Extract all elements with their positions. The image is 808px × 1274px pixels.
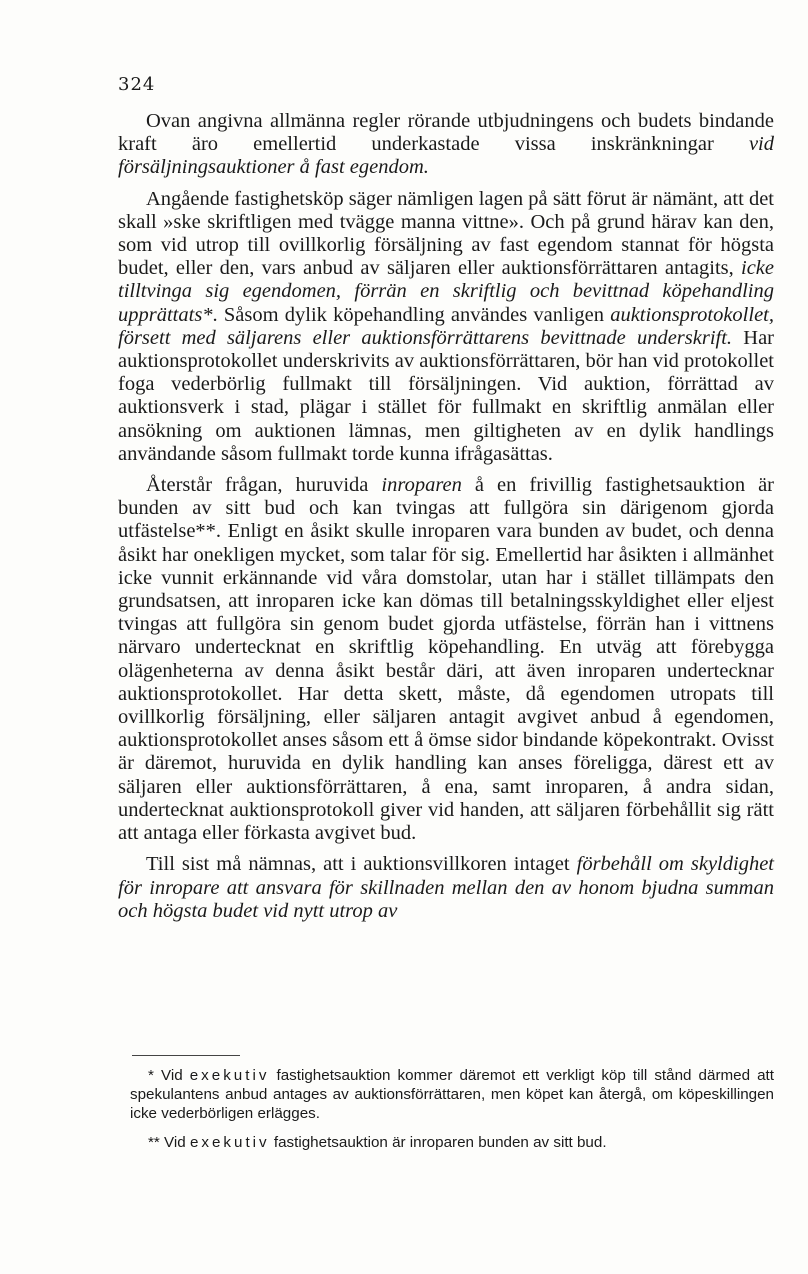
footnotes <box>130 1066 774 1162</box>
paragraph-4-italic: förbehåll om skyldighet för inropare att ansvara för skillnaden mellan den av honom bjudna summan och högsta budet vid nytt utrop av <box>118 853 774 922</box>
footnote-1-spaced-word: exekutiv <box>189 1067 270 1084</box>
paragraph-3-italic: inroparen <box>381 474 462 497</box>
paragraph-2-text: Angående fastighetsköp säger nämligen lagen på sätt förut är nämänt, att det skall »ske skriftligen med tvägge manna vittne». Och på grund härav kan den, som vid utrop till ovillkorlig försäljning av fast egendom stannat för högsta budet, eller den, vars anbud av säljaren eller auktionsförrättaren antagits, <box>118 187 774 280</box>
footnote-2-marker: ** Vid <box>148 1134 190 1151</box>
paragraph-4-text: Till sist må nämnas, att i auktionsvillkoren intaget <box>146 853 577 876</box>
paragraph-2-text-3: Har auktionsprotokollet underskrivits av auktionsförrättaren, bör han vid protokollet foga vederbörlig fullmakt till försäljningen. Vid auktion, förrättad av auktionsverk i stad, plägar i stället för fullmakt en skriftlig anmälan eller ansökning om auktionen lämnas, men giltigheten av en dylik handlings användande såsom fullmakt torde kunna ifrågasättas. <box>118 326 775 465</box>
paragraph-3-text-2: å en frivillig fastighetsauktion är bunden av sitt bud och kan tvingas att fullgöra sin därigenom gjorda utfästelse**. Enligt en åsikt skulle inroparen vara bunden av budet, och denna åsikt har onekligen mycket, som talar för sig. Emellertid har åsikten i allmänhet icke vunnit erkännande vid våra domstolar, utan har i stället tillämpats den grundsatsen, att inroparen icke kan dömas till betalningsskyldighet eller eljest tvingas att fullgöra sin genom budet gjorda utfästelse, förrän han i vittnens närvaro undertecknat en skriftlig köpehandling. En utväg att förebygga olägenheterna av denna åsikt består däri, att även inroparen undertecknar auktionsprotokollet. Har detta skett, måste, då egendomen utropats till ovillkorlig försäljning, eller säljaren antagit avgivet anbud å egendomen, auktionsprotokollet anses såsom ett å ömse sidor bindande köpekontrakt. Ovisst är däremot, huruvida en dylik handling kan anses föreligga, därest ett av säljaren eller auktionsförrättaren, å ena, samt inroparen, å andra sidan, undertecknat auktionsprotokoll giver vid handen, att säljaren förbehållit sig rätt att antaga eller förkasta avgivet bud. <box>118 474 775 845</box>
footnote-2-spaced-word: exekutiv <box>189 1134 270 1151</box>
main-text <box>118 110 774 931</box>
paragraph-1 <box>118 110 774 180</box>
footnote-2 <box>130 1133 774 1152</box>
paragraph-4 <box>118 853 774 923</box>
footnote-1-marker: * Vid <box>148 1067 190 1084</box>
footnote-2-text: fastighetsauktion är inroparen bunden av sitt bud. <box>269 1134 607 1151</box>
paragraph-2-italic-1: icke tilltvinga sig egendomen, förrän en skriftlig och bevittnad köpehandling upprättats* <box>118 257 774 326</box>
paragraph-2 <box>118 188 774 466</box>
paragraph-1-text: Ovan angivna allmänna regler rörande utbjudningens och budets bindande kraft äro emellertid underkastade vissa inskränkningar <box>118 110 774 156</box>
page-number: 324 <box>118 74 156 95</box>
footnote-divider <box>132 1055 240 1056</box>
paragraph-1-italic: vid försäljningsauktioner å fast egendom. <box>118 133 774 179</box>
paragraph-2-text-2: . Såsom dylik köpehandling användes vanligen <box>212 303 611 326</box>
paragraph-2-italic-2: auktionsprotokollet, försett med säljarens eller auktionsförrättarens bevittnade underskrift. <box>118 303 774 349</box>
paragraph-3 <box>118 474 774 845</box>
footnote-1-text: fastighetsauktion kommer däremot ett verkligt köp till stånd därmed att spekulantens anbud antages av auktionsförrättaren, men köpet kan återgå, om köpeskillingen icke vederbörligen erlägges. <box>130 1067 774 1122</box>
paragraph-3-text: Återstår frågan, huruvida <box>146 474 382 497</box>
footnote-1 <box>130 1066 774 1123</box>
